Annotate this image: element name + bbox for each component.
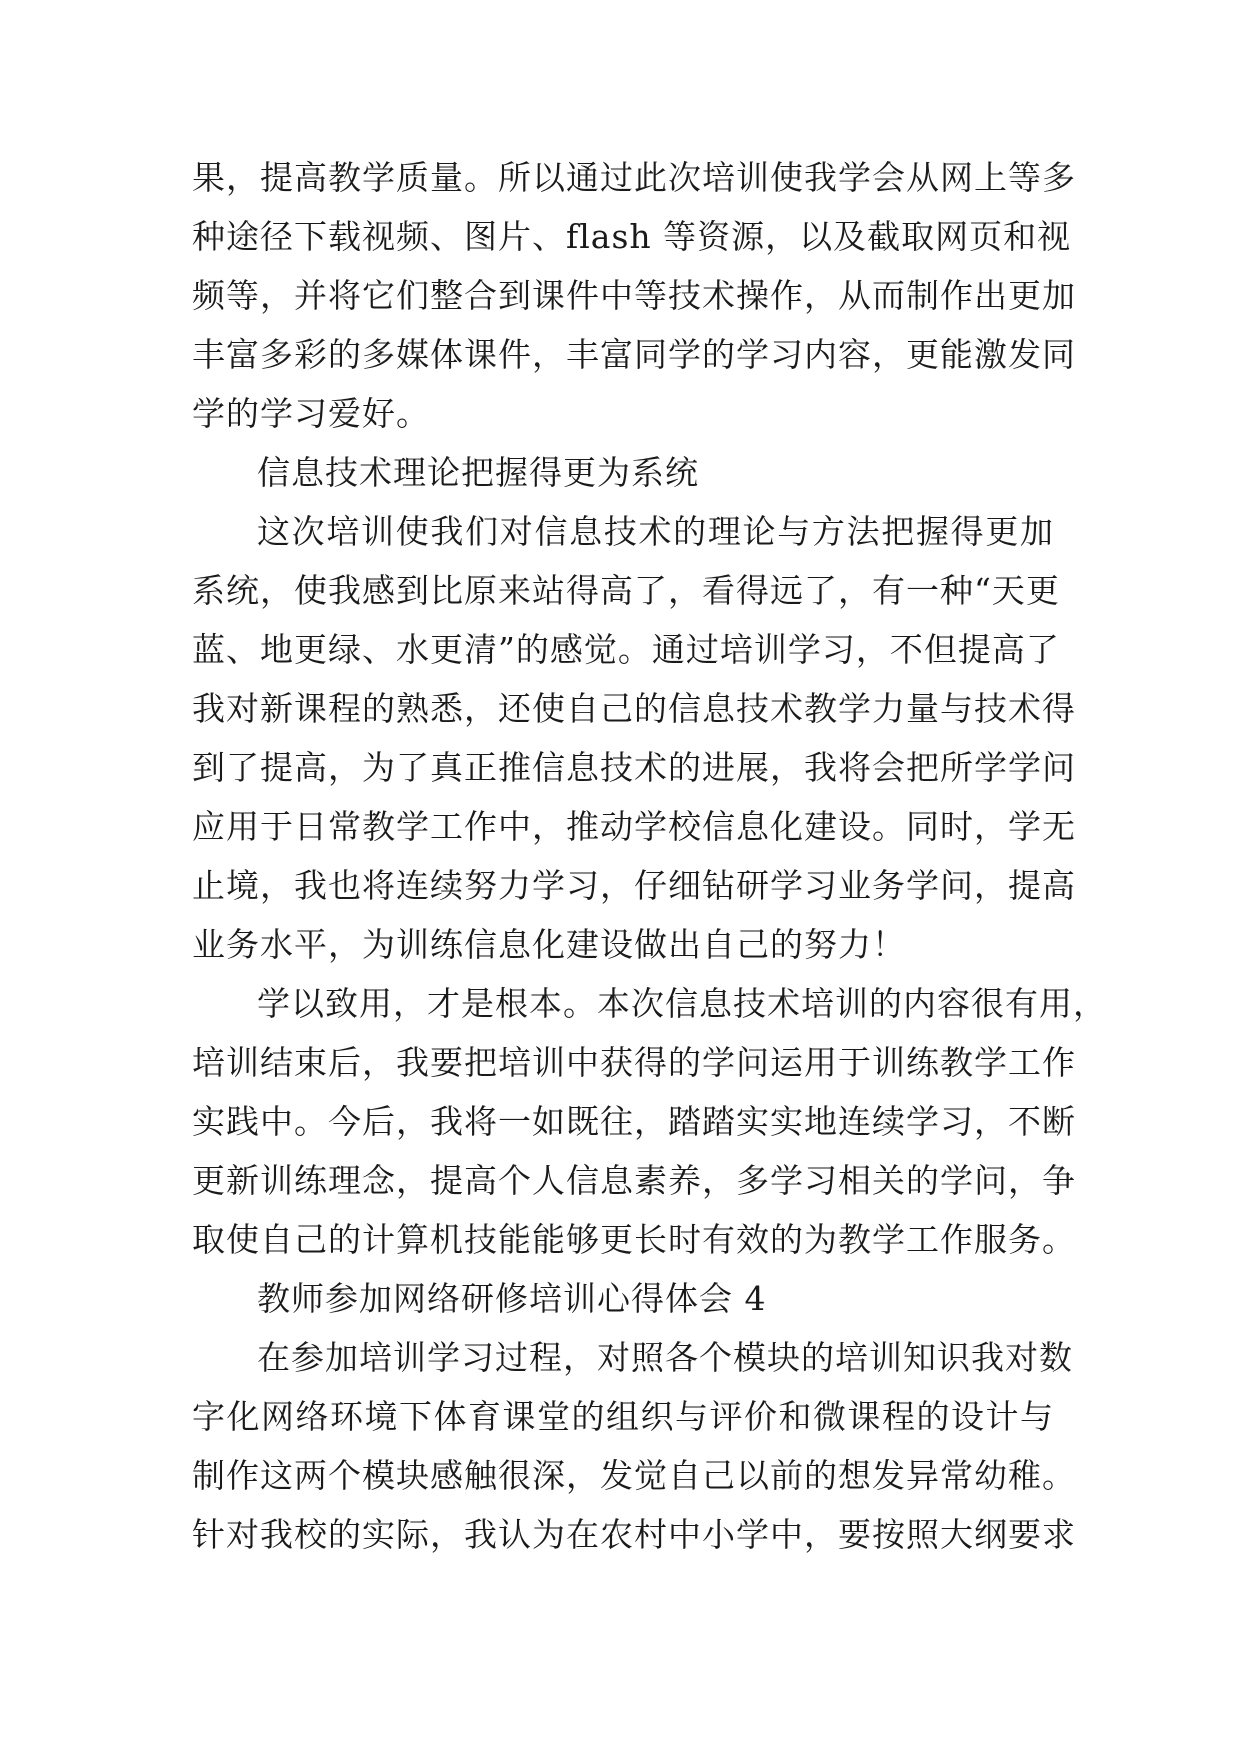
text-line: 这次培训使我们对信息技术的理论与方法把握得更加 [257, 512, 1054, 551]
text-line: 系统，使我感到比原来站得高了，看得远了，有一种“天更 [192, 571, 1060, 610]
text-line: 蓝、地更绿、水更清”的感觉。通过培训学习，不但提高了 [192, 630, 1060, 669]
text-line: 丰富多彩的多媒体课件，丰富同学的学习内容，更能激发同 [192, 335, 1076, 374]
text-line: 学的学习爱好。 [192, 394, 430, 433]
text-line: 在参加培训学习过程，对照各个模块的培训知识我对数 [257, 1338, 1073, 1377]
text-line: 学以致用，才是根本。本次信息技术培训的内容很有用， [257, 984, 1107, 1023]
text-line: 频等，并将它们整合到课件中等技术操作，从而制作出更加 [192, 276, 1076, 315]
text-line: 针对我校的实际，我认为在农村中小学中，要按照大纲要求 [192, 1515, 1076, 1554]
text-line: 培训结束后，我要把培训中获得的学问运用于训练教学工作 [192, 1043, 1076, 1082]
text-line: 实践中。今后，我将一如既往，踏踏实实地连续学习，不断 [192, 1102, 1076, 1141]
text-line: 制作这两个模块感触很深，发觉自己以前的想发异常幼稚。 [192, 1456, 1076, 1495]
section-heading: 信息技术理论把握得更为系统 [257, 453, 699, 492]
text-line: 应用于日常教学工作中，推动学校信息化建设。同时，学无 [192, 807, 1076, 846]
text-line: 字化网络环境下体育课堂的组织与评价和微课程的设计与 [192, 1397, 1054, 1436]
text-line: 到了提高，为了真正推信息技术的进展，我将会把所学学问 [192, 748, 1076, 787]
text-line: 更新训练理念，提高个人信息素养，多学习相关的学问，争 [192, 1161, 1076, 1200]
document-body [192, 148, 1107, 1564]
text-line: 种途径下载视频、图片、flash 等资源，以及截取网页和视 [192, 217, 1072, 256]
text-line: 止境，我也将连续努力学习，仔细钻研学习业务学问，提高 [192, 866, 1076, 905]
text-line: 我对新课程的熟悉，还使自己的信息技术教学力量与技术得 [192, 689, 1076, 728]
section-heading: 教师参加网络研修培训心得体会 4 [257, 1279, 767, 1318]
text-line: 取使自己的计算机技能能够更长时有效的为教学工作服务。 [192, 1220, 1076, 1259]
text-line: 果，提高教学质量。所以通过此次培训使我学会从网上等多 [192, 158, 1076, 197]
text-line: 业务水平，为训练信息化建设做出自己的努力！ [192, 925, 906, 964]
